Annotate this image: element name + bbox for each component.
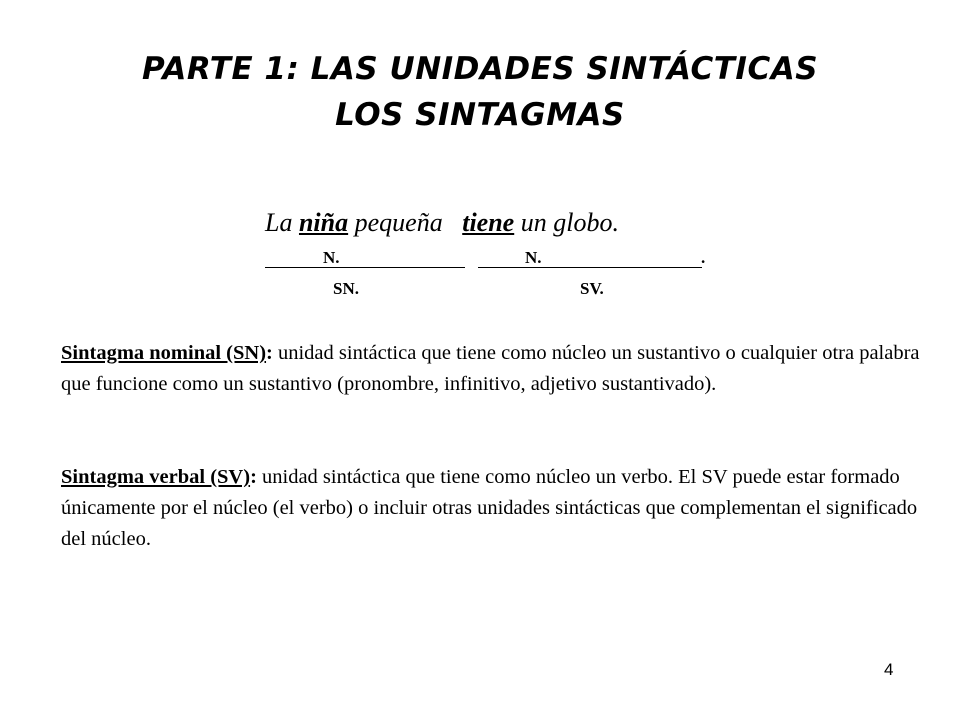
example-word: pequeña xyxy=(348,208,463,237)
underline-sn xyxy=(265,267,465,268)
definition-colon: : xyxy=(266,342,273,364)
definition-text: unidad sintáctica que tiene como núcleo un verbo. El SV puede estar formado únicamente por el núcleo (el verbo) o incluir otras unidades sintácticas que complementan el significado del núcleo. xyxy=(61,466,918,550)
example-sentence xyxy=(265,208,619,238)
underline-sv xyxy=(478,267,702,268)
example-noun: niña xyxy=(298,208,349,237)
slide-title xyxy=(0,46,960,138)
definition-sn xyxy=(61,338,921,400)
title-line-1: PARTE 1: LAS UNIDADES SINTÁCTICAS xyxy=(141,51,819,87)
period-mark: . xyxy=(701,248,706,267)
phrase-label-sn: SN. xyxy=(333,279,359,298)
nucleus-label-sn: N. xyxy=(323,248,340,267)
nucleus-label-sv: N. xyxy=(525,248,542,267)
example-verb: tiene xyxy=(462,208,515,237)
title-line-2: LOS SINTAGMAS xyxy=(335,97,625,133)
definition-sv xyxy=(61,462,921,555)
definition-text: unidad sintáctica que tiene como núcleo un sustantivo o cualquier otra palabra que funcione como un sustantivo (pronombre, infinitivo, adjetivo sustantivado). xyxy=(61,342,920,395)
example-word: un globo. xyxy=(514,208,619,237)
definition-colon: : xyxy=(250,466,257,488)
definition-term: Sintagma verbal (SV) xyxy=(61,466,251,488)
page-number: 4 xyxy=(884,660,894,679)
definition-term: Sintagma nominal (SN) xyxy=(61,342,267,364)
phrase-label-sv: SV. xyxy=(580,279,604,298)
example-word: La xyxy=(265,208,299,237)
